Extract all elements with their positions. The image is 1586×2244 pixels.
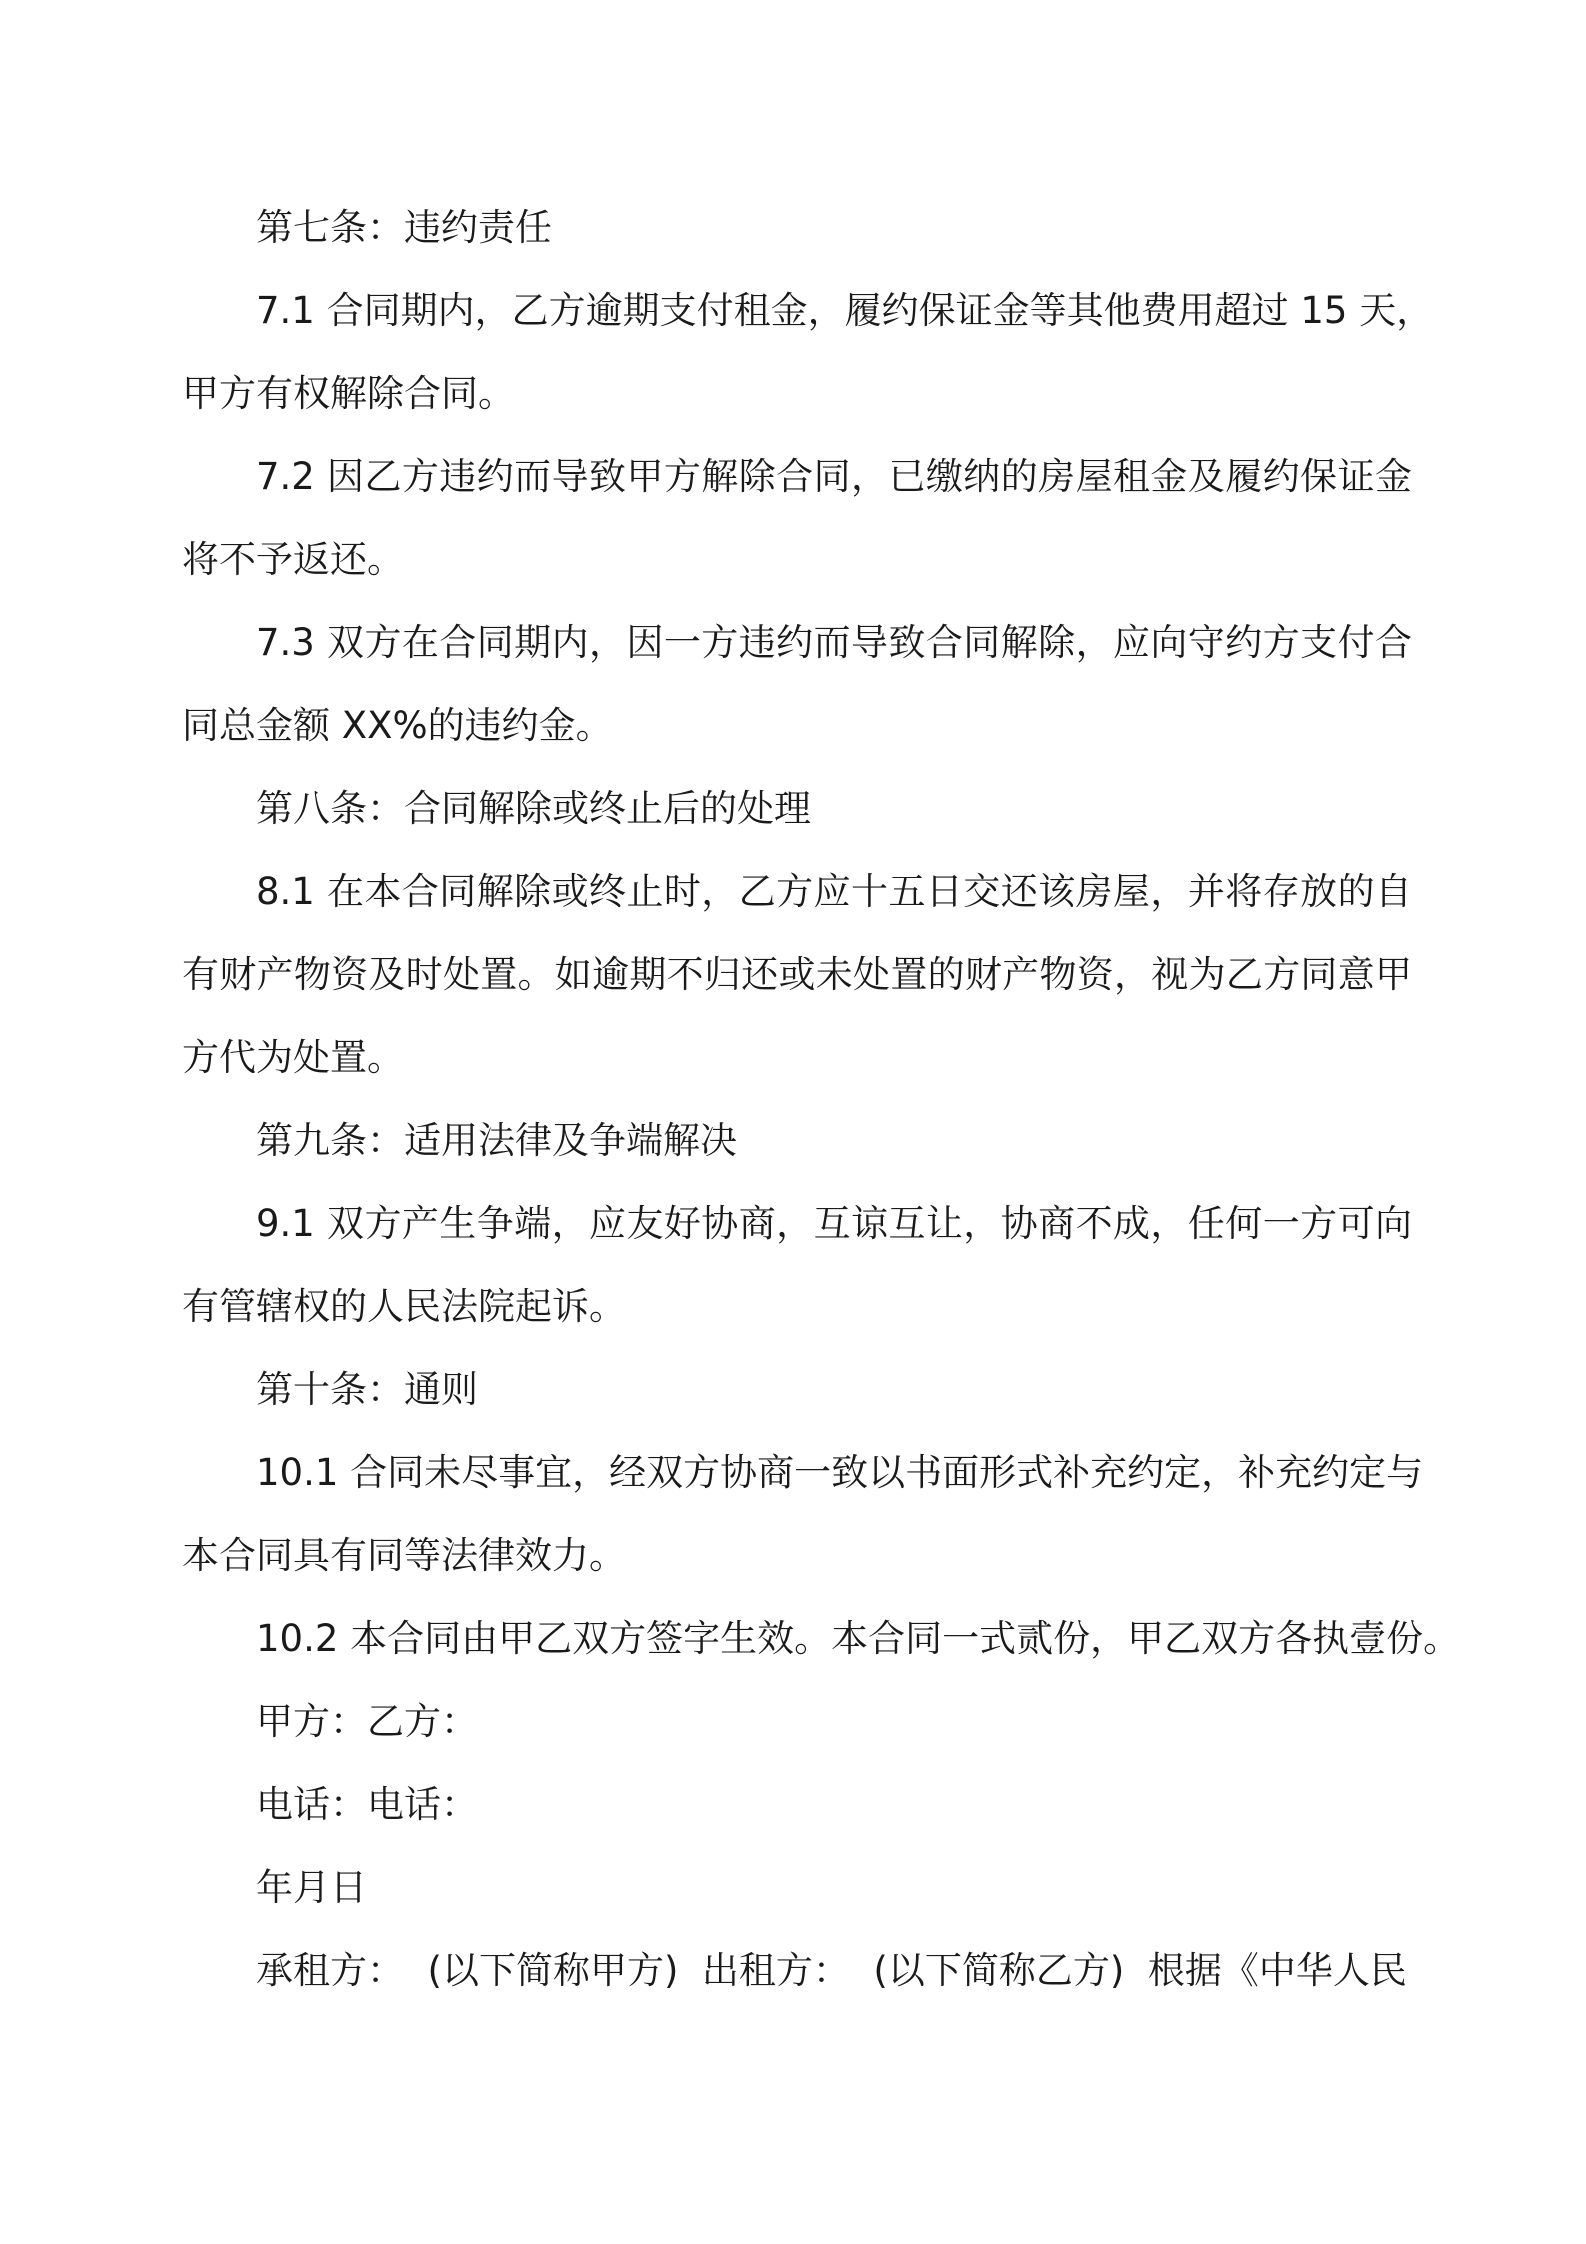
clause-10-1-line-2: 本合同具有同等法律效力。 [182,1534,626,1577]
article-10-heading: 第十条：通则 [256,1368,478,1411]
clause-10-1-line-1: 10.1 合同未尽事宜，经双方协商一致以书面形式补充约定，补充约定与 [256,1451,1424,1494]
date-line: 年月日 [256,1866,367,1909]
parties-intro-line: 承租方： (以下简称甲方) 出租方： (以下简称乙方) 根据《中华人民 [256,1949,1407,1992]
clause-7-1-line-1: 7.1 合同期内，乙方逾期支付租金，履约保证金等其他费用超过 15 天， [256,289,1434,332]
clause-10-2: 10.2 本合同由甲乙双方签字生效。本合同一式贰份，甲乙双方各执壹份。 [256,1617,1461,1660]
clause-7-2-line-2: 将不予返还。 [182,538,404,581]
article-8-heading: 第八条：合同解除或终止后的处理 [256,787,811,830]
party-signature-line: 甲方：乙方： [256,1700,478,1743]
clause-9-1-line-1: 9.1 双方产生争端，应友好协商，互谅互让，协商不成，任何一方可向 [256,1202,1412,1245]
clause-8-1-line-1: 8.1 在本合同解除或终止时，乙方应十五日交还该房屋，并将存放的自 [256,870,1412,913]
clause-9-1-line-2: 有管辖权的人民法院起诉。 [182,1285,626,1328]
article-7-heading: 第七条：违约责任 [256,206,552,249]
clause-7-2-line-1: 7.2 因乙方违约而导致甲方解除合同，已缴纳的房屋租金及履约保证金 [256,455,1412,498]
clause-7-3-line-1: 7.3 双方在合同期内，因一方违约而导致合同解除，应向守约方支付合 [256,621,1412,664]
clause-8-1-line-3: 方代为处置。 [182,1036,404,1079]
article-9-heading: 第九条：适用法律及争端解决 [256,1119,737,1162]
clause-7-1-line-2: 甲方有权解除合同。 [182,372,515,415]
clause-8-1-line-2: 有财产物资及时处置。如逾期不归还或未处置的财产物资，视为乙方同意甲 [182,953,1412,996]
clause-7-3-line-2: 同总金额 XX%的违约金。 [182,704,613,747]
phone-line: 电话：电话： [256,1783,478,1826]
